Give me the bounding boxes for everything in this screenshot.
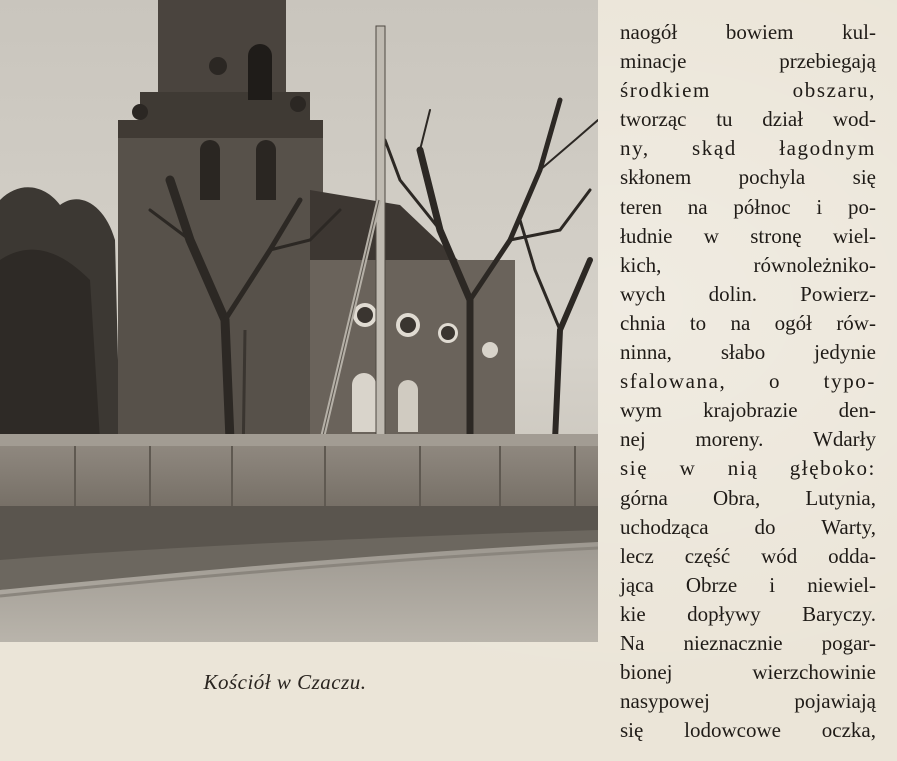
word: Na: [620, 630, 645, 655]
word: tu: [716, 107, 733, 132]
text-line: [620, 193, 876, 222]
word: równoleżniko-: [753, 252, 876, 277]
text-line: [620, 513, 876, 542]
word: uchodząca: [620, 514, 709, 539]
word: wym: [620, 398, 662, 423]
word: krajobrazie: [703, 398, 798, 423]
word: to: [689, 310, 707, 335]
word: typo-: [823, 369, 876, 394]
word: środkiem: [620, 78, 711, 103]
text-line: [620, 367, 876, 396]
word: wiel-: [832, 223, 876, 248]
word: Warty,: [821, 514, 876, 539]
word: dopływy: [687, 601, 761, 626]
word: górna: [620, 485, 668, 510]
word: Baryczy.: [802, 601, 876, 626]
word: pojawiają: [794, 689, 876, 714]
text-line: [620, 309, 876, 338]
word: na: [730, 310, 751, 335]
text-line: [620, 105, 876, 134]
word: chnia: [620, 310, 666, 335]
word: i: [769, 572, 776, 597]
word: wierzchowinie: [752, 660, 876, 685]
word: głęboko:: [789, 456, 876, 481]
word: kie: [620, 601, 646, 626]
text-line: [620, 251, 876, 280]
text-line: [620, 396, 876, 425]
word: na: [687, 194, 708, 219]
word: wod-: [832, 107, 876, 132]
text-line: [620, 571, 876, 600]
text-line: [620, 600, 876, 629]
word: się: [852, 165, 876, 190]
word: sfalowana,: [620, 369, 727, 394]
word: w: [679, 456, 697, 481]
word: jedynie: [814, 340, 876, 365]
word: Wdarły: [813, 427, 876, 452]
word: łagodnym: [779, 136, 876, 161]
word: po-: [848, 194, 876, 219]
word: oczka,: [821, 718, 876, 743]
text-line: [620, 629, 876, 658]
word: ogół: [774, 310, 812, 335]
word: pogar-: [821, 630, 876, 655]
word: skłonem: [620, 165, 692, 190]
word: kich,: [620, 252, 662, 277]
word: dolin.: [708, 281, 758, 306]
text-line: [620, 280, 876, 309]
word: bionej: [620, 660, 673, 685]
body-text-column: [620, 18, 876, 745]
word: naogół: [620, 20, 678, 44]
word: do: [754, 514, 776, 539]
text-line: [620, 425, 876, 454]
word: nieznacznie: [683, 630, 783, 655]
text-line: [620, 687, 876, 716]
word: minacje: [620, 49, 687, 74]
word: ny,: [620, 136, 650, 161]
text-line: [620, 222, 876, 251]
word: stronę: [750, 223, 802, 248]
word: północ: [733, 194, 791, 219]
word: lodowcowe: [684, 718, 781, 743]
word: skąd: [691, 136, 737, 161]
word: Lutynia,: [805, 485, 876, 510]
text-line: [620, 76, 876, 105]
text-line: [620, 18, 876, 47]
word: obszaru,: [792, 78, 876, 103]
word: tworząc: [620, 107, 687, 132]
word: kul-: [842, 20, 876, 44]
text-line: [620, 454, 876, 483]
word: niewiel-: [807, 572, 876, 597]
word: się: [620, 718, 644, 743]
word: nej: [620, 427, 646, 452]
cut-off-text-line: [0, 752, 600, 761]
text-line: [620, 716, 876, 745]
word: i: [816, 194, 823, 219]
text-line: [620, 338, 876, 367]
word: Obra,: [713, 485, 761, 510]
word: łudnie: [620, 223, 673, 248]
word: lecz: [620, 543, 654, 568]
word: wód: [761, 543, 798, 568]
text-line: [620, 134, 876, 163]
word: bowiem: [725, 20, 794, 44]
word: moreny.: [695, 427, 764, 452]
text-line: [620, 163, 876, 192]
word: się: [620, 456, 649, 481]
word: odda-: [828, 543, 876, 568]
word: Powierz-: [800, 281, 876, 306]
text-line: [620, 484, 876, 513]
word: dział: [762, 107, 804, 132]
word: jąca: [620, 572, 654, 597]
word: Obrze: [685, 572, 738, 597]
word: pochyla: [738, 165, 806, 190]
word: rów-: [836, 310, 876, 335]
word: teren: [620, 194, 662, 219]
word: przebiegają: [779, 49, 876, 74]
photo-caption: Kościół w Czaczu.: [203, 670, 367, 694]
text-line: [620, 47, 876, 76]
word: o: [768, 369, 782, 394]
word: wych: [620, 281, 666, 306]
word: słabo: [720, 340, 766, 365]
word: den-: [838, 398, 876, 423]
word: ninna,: [620, 340, 672, 365]
word: część: [684, 543, 731, 568]
text-line: [620, 658, 876, 687]
word: nasypowej: [620, 689, 710, 714]
word: w: [703, 223, 719, 248]
text-line: [620, 542, 876, 571]
word: nią: [727, 456, 759, 481]
